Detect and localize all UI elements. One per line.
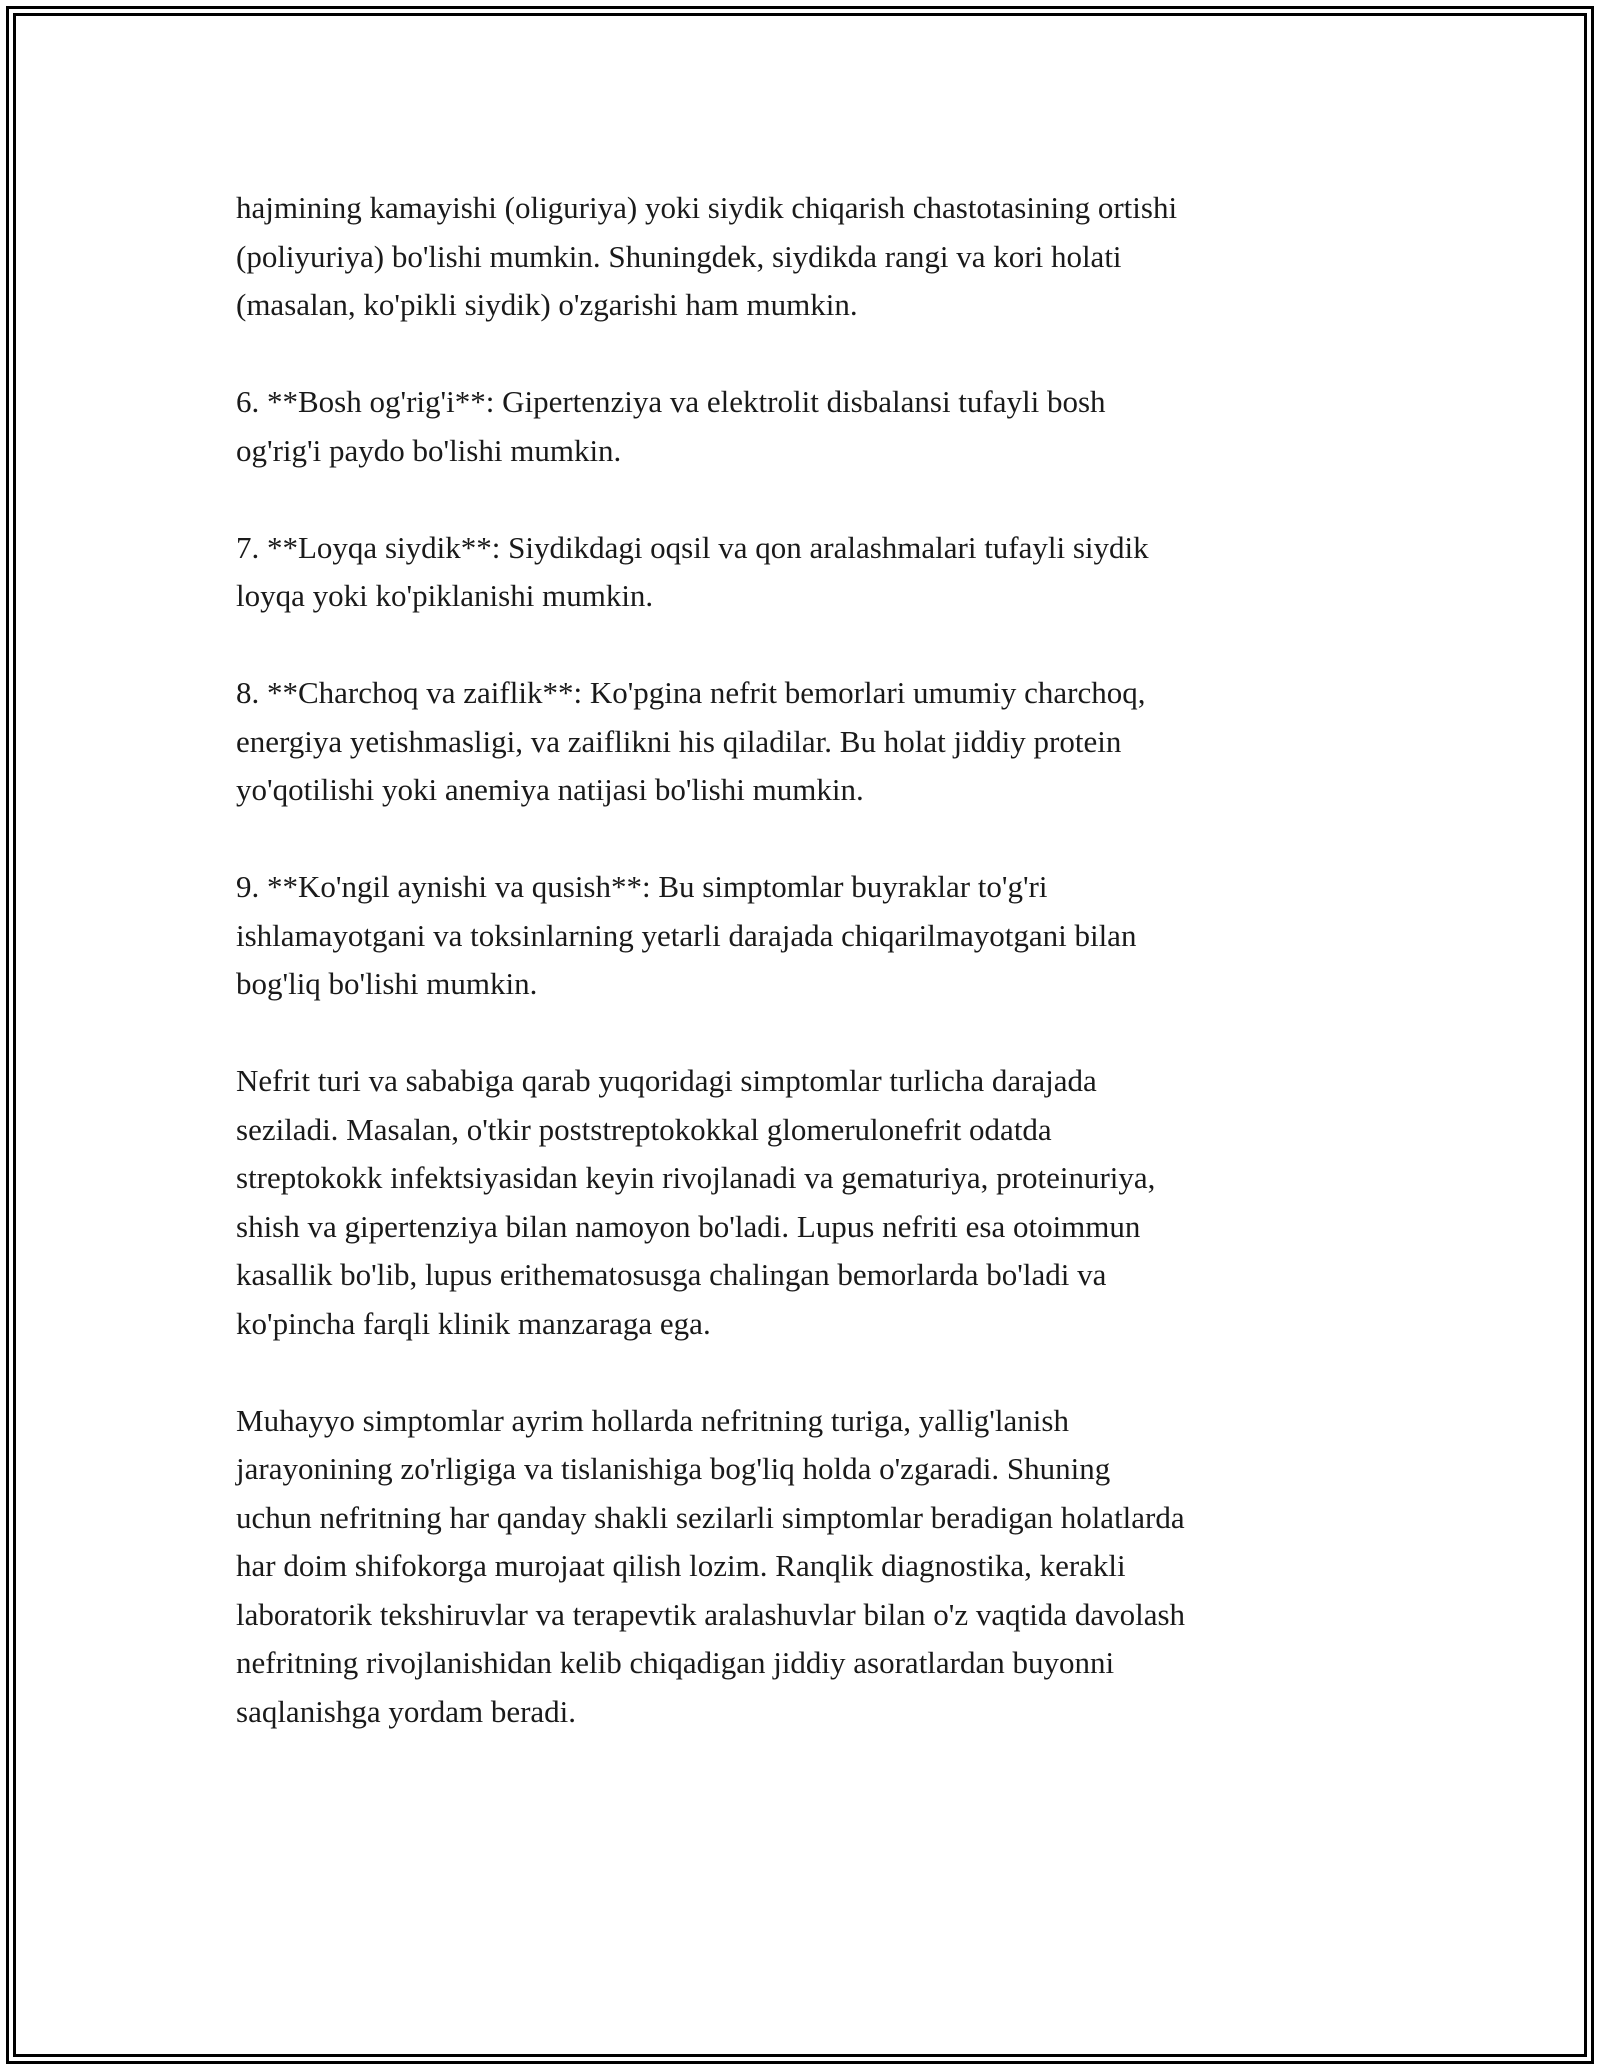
- paragraph-loyqa-siydik: 7. **Loyqa siydik**: Siydikdagi oqsil va qon aralashmalari tufayli siydik loyqa yoki ko'piklanishi mumkin.: [236, 529, 1149, 613]
- paragraph-muhayyo: Muhayyo simptomlar ayrim hollarda nefritning turiga, yallig'lanish jarayonining zo'rligiga va tislanishiga bog'liq holda o'zgaradi. Shuning uchun nefritning har qanday shakli sezilarli simptomlar beradigan holatlarda har doim shifokorga murojaat qilish lozim. Ranqlik diagnostika, kerakli laboratorik tekshiruvlar va terapevtik aralashuvlar bilan o'z vaqtida davolash nefritning rivojlanishidan kelib chiqadigan jiddiy asoratlardan buyonni saqlanishga yordam beradi.: [236, 1402, 1186, 1729]
- paragraph-kongil-aynishi: 9. **Ko'ngil aynishi va qusish**: Bu simptomlar buyraklar to'g'ri ishlamayotgani va toksinlarning yetarli darajada chiqarilmayotgani bilan bog'liq bo'lishi mumkin.: [236, 869, 1137, 1001]
- paragraph-bosh-ogrigi: 6. **Bosh og'rig'i**: Gipertenziya va elektrolit disbalansi tufayli bosh og'rig'i paydo bo'lishi mumkin.: [236, 384, 1106, 468]
- document-body: [236, 184, 1376, 1785]
- paragraph-charchoq: 8. **Charchoq va zaiflik**: Ko'pgina nefrit bemorlari umumiy charchoq, energiya yetishmasligi, va zaiflikni his qiladilar. Bu holat jiddiy protein yo'qotilishi yoki anemiya natijasi bo'lishi mumkin.: [236, 675, 1146, 807]
- paragraph-nefrit-turi: Nefrit turi va sababiga qarab yuqoridagi simptomlar turlicha darajada seziladi. Masalan, o'tkir poststreptokokkal glomerulonefrit odatda streptokokk infektsiyasidan keyin rivojlanadi va gematuriya, proteinuriya, shish va gipertenziya bilan namoyon bo'ladi. Lupus nefriti esa otoimmun kasallik bo'lib, lupus erithematosusga chalingan bemorlarda bo'ladi va ko'pincha farqli klinik manzaraga ega.: [236, 1063, 1156, 1341]
- paragraph-oliguriya: hajmining kamayishi (oliguriya) yoki siydik chiqarish chastotasining ortishi (poliyuriya) bo'lishi mumkin. Shuningdek, siydikda rangi va kori holati (masalan, ko'pikli siydik) o'zgarishi ham mumkin.: [236, 190, 1178, 322]
